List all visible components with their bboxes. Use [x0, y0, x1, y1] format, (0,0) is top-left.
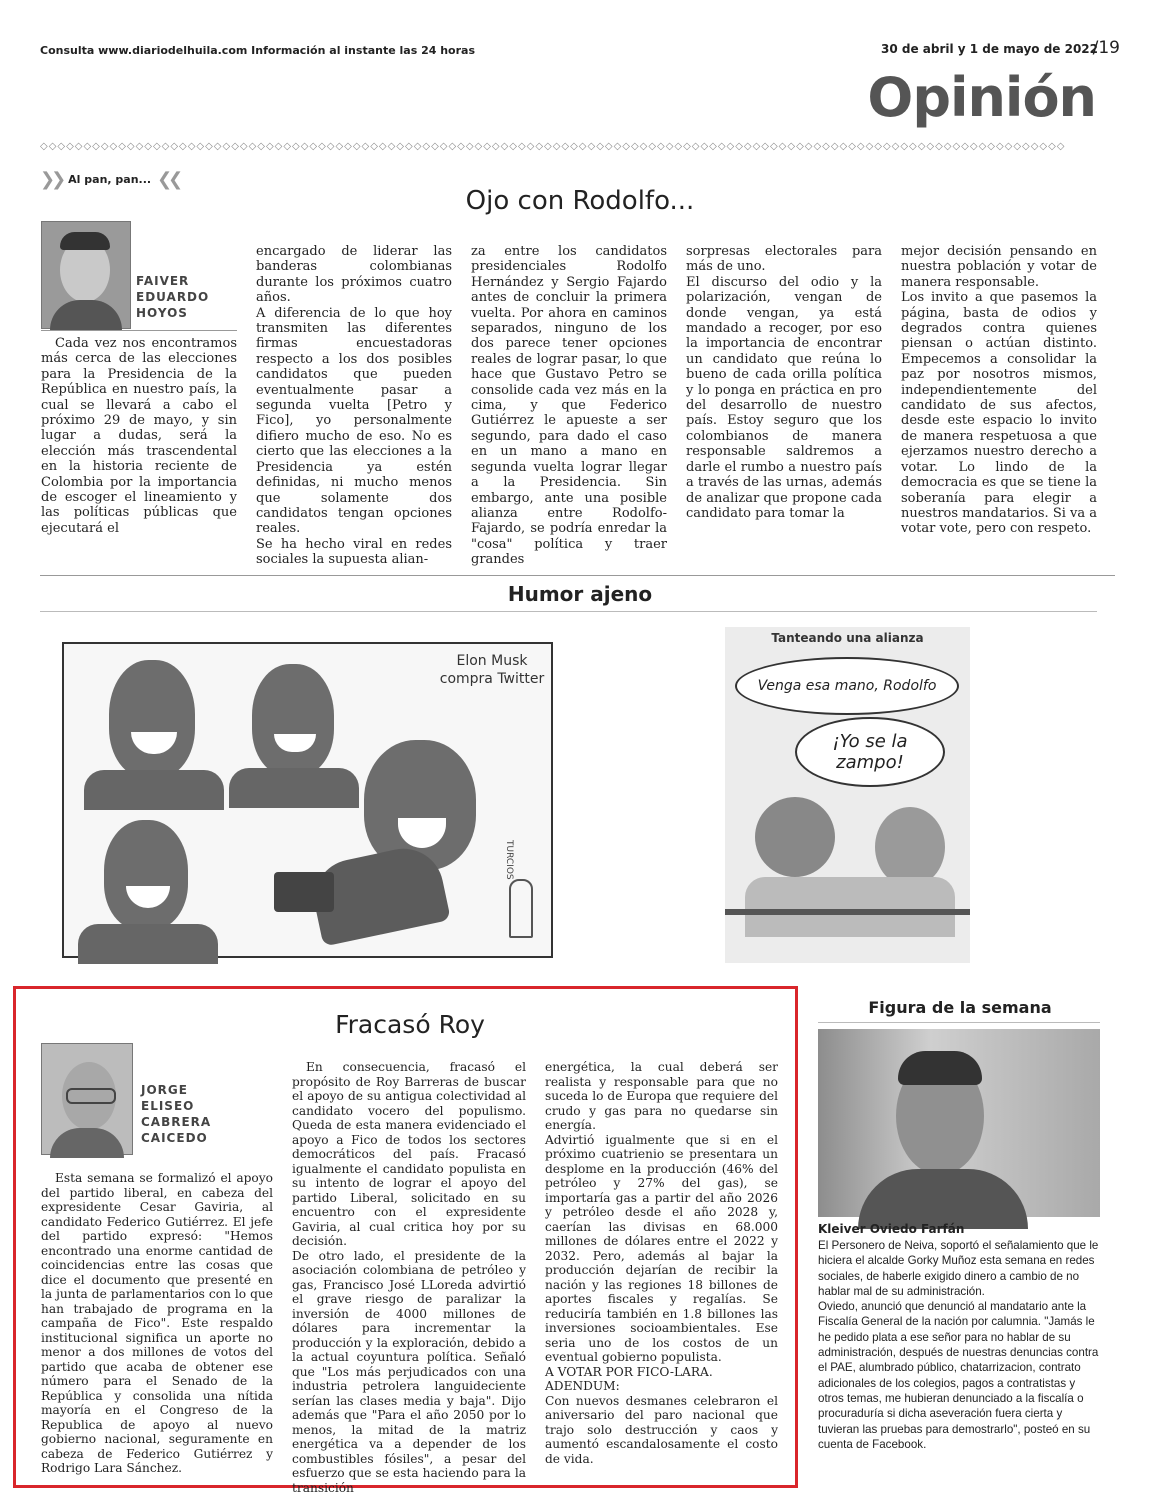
author-name: JORGE ELISEO CABRERA CAICEDO — [141, 1083, 212, 1145]
figure-photo — [818, 1029, 1100, 1217]
top-bar — [40, 40, 1120, 64]
kicker-label: Al pan, pan... — [68, 172, 152, 186]
author-photo — [41, 221, 131, 329]
chevron-left-icon: ❮❮ — [157, 168, 180, 190]
article-column-3: za entre los candidatos presidenciales Rodolfo Hernández y Sergio Fajardo antes de concluir la primera vuelta. Por ahora en caminos separados, ninguno de los dos parece tener opciones reales de lograr pasar, lo que hace que Gustavo Petro se consolide cada vez más en la cima, y que Federico Gutiérrez le apueste a ser segundo, para dado el caso en un mano a mano en segunda vuelta lograr llegar a la Presidencia. Sin embargo, ante una posible alianza entre Rodolfo-Fajardo, se podría enredar la "cosa" política y traer grandes — [471, 244, 667, 568]
article-column-4: sorpresas electorales para más de uno. El discurso del odio y la polarización, vengan de donde vengan, ya está mandado a recoger, por eso la importancia de encontrar un candidato que reúna lo bueno de cada orilla política y lo ponga en práctica en pro del desarrollo de nuestro país. Estoy seguro que los colombianos de manera responsable saldremos a darle el rumbo a nuestro país a través de las urnas, además de analizar que propone cada candidato para tomar la — [686, 244, 882, 521]
speech-bubble-2: ¡Yo se la zampo! — [795, 717, 945, 787]
article-column-1: Cada vez nos encontramos más cerca de las elecciones para la Presidencia de la República en nuestro país, la cual se llevará a cabo el próximo 29 de mayo, y sin lugar a dudas, será la elección más trascendental en la historia reciente de Colombia por la importancia de escoger el lineamiento y las políticas públicas que ejecutará el — [41, 336, 237, 536]
author-name: FAIVER EDUARDO HOYOS — [136, 274, 210, 320]
column-kicker — [40, 169, 179, 189]
figure-text: El Personero de Neiva, soportó el señalamiento que le hiciera el alcalde Gorky Muñoz esta semana en redes sociales, de haberle exigido dinero a cambio de no hablar mal de su administración. Oviedo, anunció que denunció al mandatario ante la Fiscalía General de la nación por calumnia. "Jamás le he pedido plata a ese señor para no hablar de su administración, después de nuestras denuncias contra el PAE, alumbrado público, chatarrizacion, contrato adicionales de los colegios, pagos a contratistas y otros temas, me hubieran denunciado a la fiscalía o procuraduría si dicha aseveración fuera cierta y tuvieran las pruebas para demostrarlo", posteó en su cuenta de Facebook. — [818, 1239, 1099, 1451]
author-divider — [41, 330, 237, 331]
speech-bubble-1: Venga esa mano, Rodolfo — [735, 657, 959, 715]
figure-name: Kleiver Oviedo Farfán — [818, 1222, 965, 1236]
cartoon-caption: Elon Musk compra Twitter — [439, 653, 545, 687]
article-column-2: En consecuencia, fracasó el propósito de Roy Barreras de buscar el apoyo de su antigua colectividad al candidato vocero del populismo. Queda de esta manera evidenciado el apoyo a Fico de todos los sectores democráticos del país. Fracasó igualmente el candidato populista en su intento de lograr el apoyo del partido Liberal, solicitado en su encuentro con el expresidente Gaviria, al cual critica hoy por su decisión. De otro lado, el presidente de la asociación colombiana de petróleo y gas, Francisco José LLoreda advirtió el grave riesgo de paralizar la inversión de 4000 millones de dólares para incrementar la producción y la exploración, debido a la actual coyuntura política. Señaló que "Los más perjudicados con una industria petrolera languideciente serían las clases media y baja". Dijo además que "Para el año 2050 por lo menos, la mitad de la matriz energética va a depender de los combustibles fósiles", a pesar del esfuerzo que se esta haciendo para la transición — [292, 1060, 526, 1495]
cartoon-elon-musk — [62, 642, 553, 958]
article-headline: Ojo con Rodolfo... — [465, 186, 695, 216]
article-column-2: encargado de liderar las banderas colombianas durante los próximos cuatro años. A diferencia de lo que hoy transmiten las diferentes firmas encuestadoras respecto a los dos posibles candidatos que pueden eventualmente pasar a segunda vuelta [Petro y Fico], yo personalmente difiero mucho de eso. No es cierto que las elecciones a la Presidencia ya estén definidas, ni mucho menos que solamente dos candidatos tengan opciones reales. Se ha hecho viral en redes sociales la supuesta alian- — [256, 244, 452, 568]
article-column-1: Esta semana se formalizó el apoyo del partido liberal, en cabeza del expresidente Cesar Gaviria, al candidato Federico Gutiérrez. El jefe del partido expresó: "Hemos encontrado una enorme cantidad de coincidencias entre las cosas que dice el documento que presenté en la junta de parlamentarios con lo que han trabajado de programa en la campaña de Fico". Este respaldo institucional significa un aporte no menor a dos millones de votos del partido que acaba de obtener ese número para el Senado de la República y consolida una nítida mayoría en el Congreso de la Republica de apoyo al nuevo gobierno nacional, seguramente en cabeza de Federico Gutiérrez y Rodrigo Lara Sánchez. — [41, 1171, 273, 1475]
page-number: /19 — [1092, 38, 1120, 58]
cartoon-alianza — [725, 627, 970, 963]
cartoon-title: Tanteando una alianza — [771, 631, 924, 645]
figure-title: Figura de la semana — [868, 998, 1052, 1017]
article-headline: Fracasó Roy — [335, 1010, 485, 1039]
cartoonist-signature: TURCIOS — [504, 840, 514, 880]
issue-date: 30 de abril y 1 de mayo de 2022 — [880, 42, 1098, 56]
author-photo — [41, 1043, 133, 1155]
article-column-5: mejor decisión pensando en nuestra población y votar de manera responsable. Los invito a que pasemos la página, basta de odios y degrados contra quienes piensan o actúan distinto. Empecemos a consolidar la paz por nosotros mismos, independientemente del candidato de sus afectos, desde este espacio lo invito de manera respetuosa a que ejerzamos nuestro derecho a votar. Lo lindo de la democracia es que se tiene la soberanía para elegir a nuestros mandatarios. Si va a votar vote, pero con respeto. — [901, 244, 1097, 537]
article-column-3: energética, la cual deberá ser realista y responsable para que no suceda lo de Europa que requiere del crudo y gas para no quedarse sin energía. Advirtió igualmente que si en el próximo cuatrienio se presentara un desplome en la producción (46% del petróleo y 27% del gas), se importaría gas a partir del año 2026 y petróleo desde el año 2028 y, caerían las divisas en 68.000 millones de dólares entre el 2022 y 2032. Pero, además al bajar la producción dejarían de recibir la nación y las regiones 18 billones de aportes fiscales y regalías. Se reduciría también en 1.8 billones las inversiones socioambientales. Ese seria uno de los costos de un eventual gobierno populista. A VOTAR POR FICO-LARA. ADENDUM: Con nuevos desmanes celebraron el aniversario del paro nacional que trajo solo destrucción y caos y aumentó escandalosamente el costo de vida. — [545, 1060, 778, 1466]
figure-title-rule — [818, 1022, 1100, 1023]
section-rule-top — [40, 575, 1115, 576]
chevron-right-icon: ❯❯ — [40, 168, 63, 190]
section-rule-bottom — [40, 611, 1097, 612]
humor-title: Humor ajeno — [507, 582, 653, 606]
site-promo: Consulta www.diariodelhuila.com Información al instante las 24 horas — [40, 44, 475, 57]
section-title: Opinión — [867, 66, 1096, 129]
decorative-divider: ◇◇◇◇◇◇◇◇◇◇◇◇◇◇◇◇◇◇◇◇◇◇◇◇◇◇◇◇◇◇◇◇◇◇◇◇◇◇◇◇◇◇◇◇◇◇◇◇◇◇◇◇◇◇◇◇◇◇◇◇◇◇◇◇◇◇◇◇◇◇◇◇◇◇◇◇◇◇◇◇◇◇◇◇◇◇◇◇◇◇◇◇◇◇◇◇◇◇◇◇◇◇◇◇◇◇◇◇◇◇◇◇◇◇◇◇◇◇ — [40, 141, 1066, 152]
